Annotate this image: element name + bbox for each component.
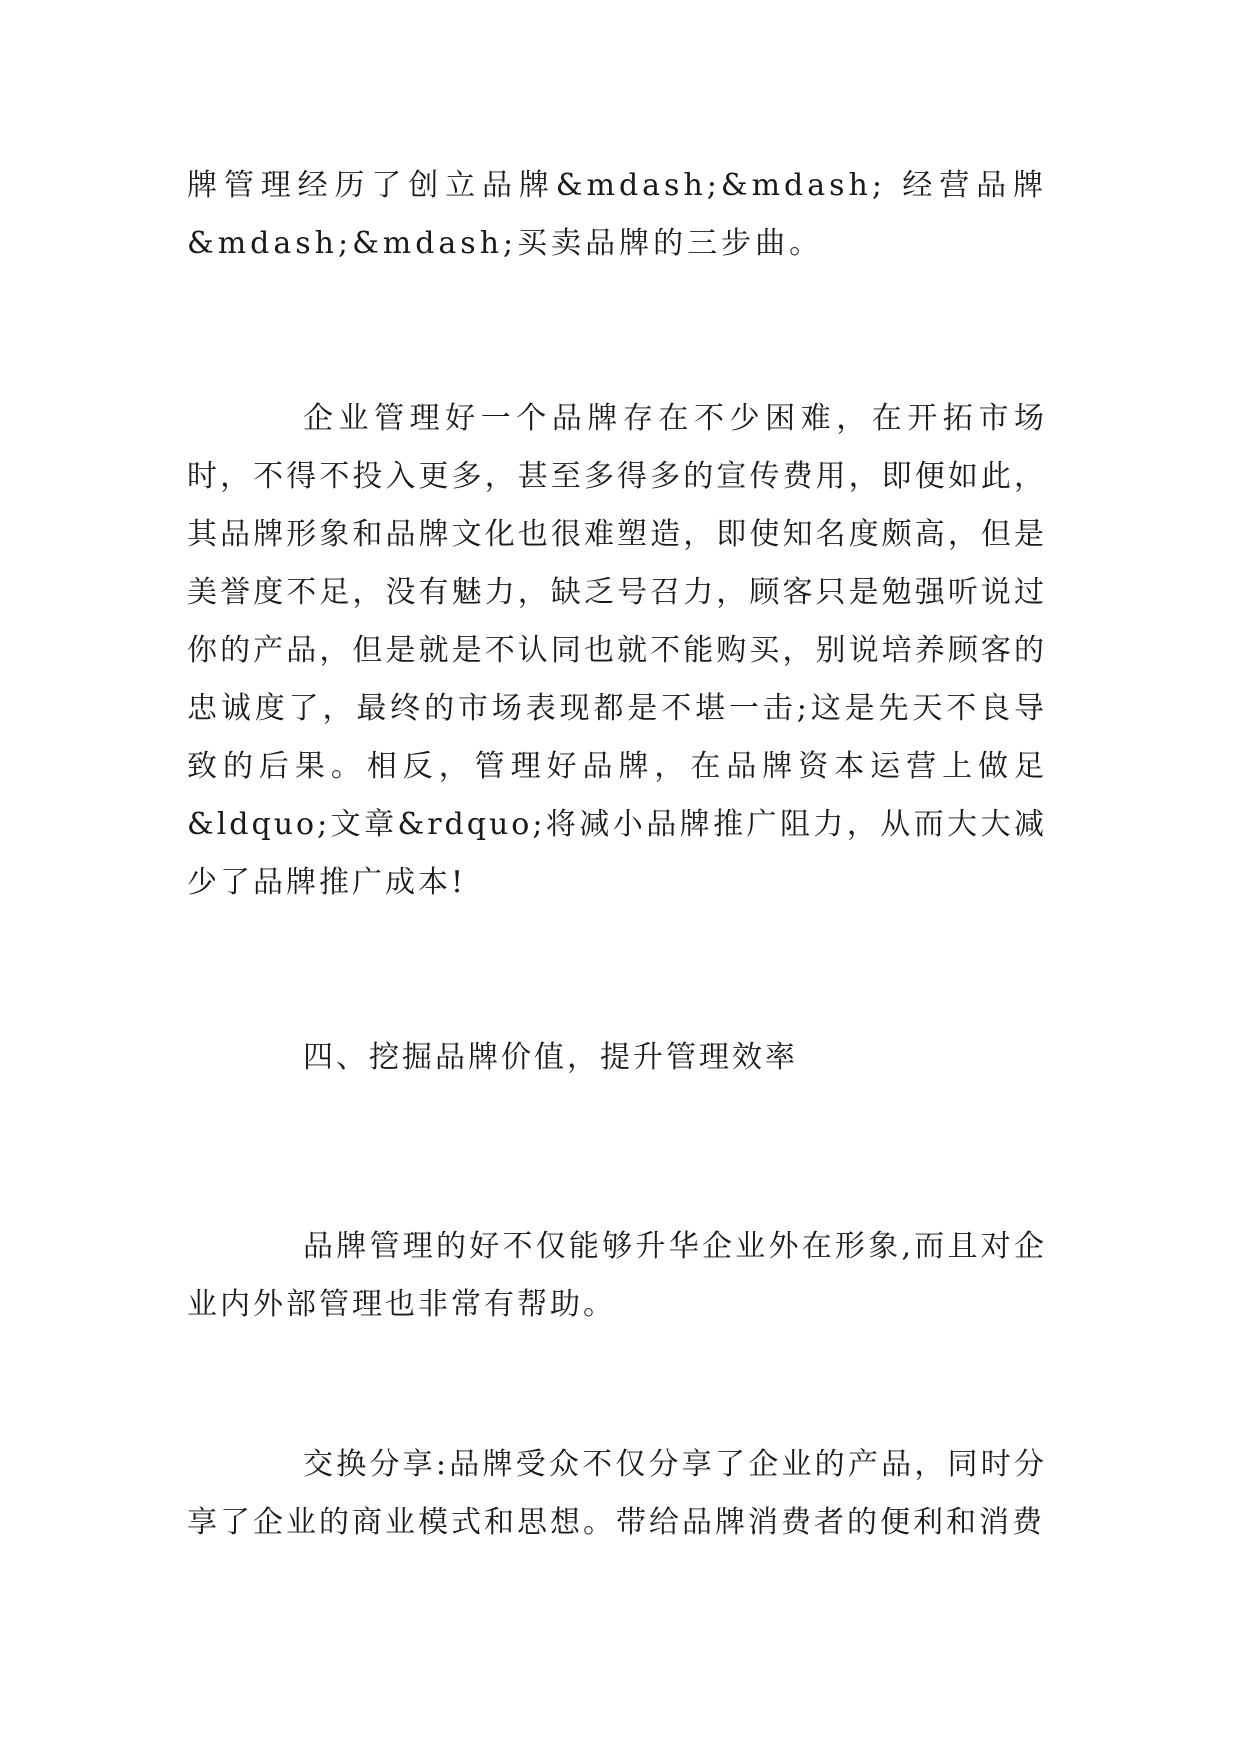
paragraph-brand-difficulties: 企业管理好一个品牌存在不少困难，在开拓市场时，不得不投入更多，甚至多得多的宣传费用，即便如此，其品牌形象和品牌文化也很难塑造，即使知名度颇高，但是美誉度不足，没有魅力，缺乏号召力，顾客只是勉强听说过你的产品，但是就是不认同也就不能购买，别说培养顾客的忠诚度了，最终的市场表现都是不堪一击;这是先天不良导致的后果。相反，管理好品牌，在品牌资本运营上做足&ldquo;文章&rdquo;将减小品牌推广阻力，从而大大减少了品牌推广成本! <box>187 401 1047 900</box>
paragraph-exchange-sharing: 交换分享:品牌受众不仅分享了企业的产品，同时分享了企业的商业模式和思想。带给品牌消费者的便利和消费 <box>187 1447 1047 1540</box>
section-heading-brand-value: 四、挖掘品牌价值，提升管理效率 <box>303 1040 798 1075</box>
paragraph-internal-management: 品牌管理的好不仅能够升华企业外在形象,而且对企业内外部管理也非常有帮助。 <box>187 1229 1047 1322</box>
paragraph-brand-management-steps: 牌管理经历了创立品牌&mdash;&mdash; 经营品牌&mdash;&mdash;买卖品牌的三步曲。 <box>187 168 1047 261</box>
